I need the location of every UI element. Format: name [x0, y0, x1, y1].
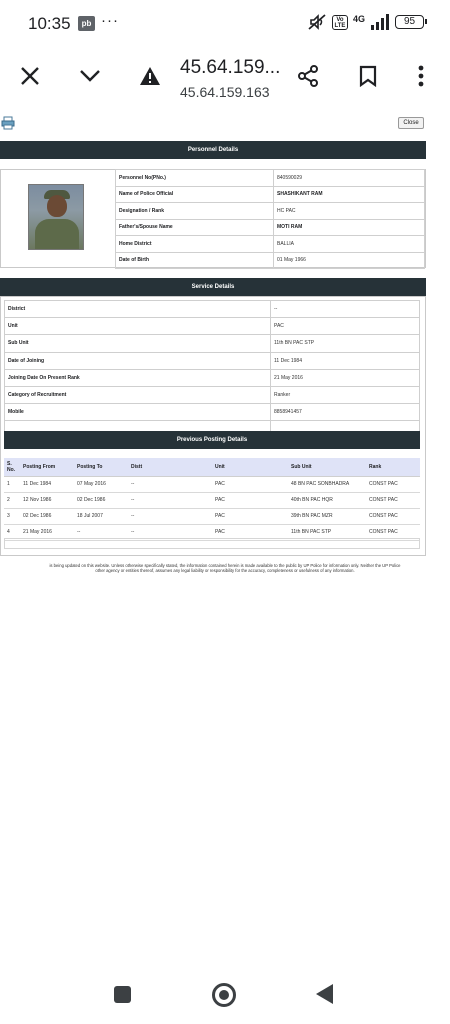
- status-bar: [0, 0, 450, 46]
- table-row: Sub Unit 11th BN PAC STP: [5, 335, 420, 352]
- service-details-header: Service Details: [0, 278, 426, 296]
- table-row: Personnel No(PNo.) 840590029: [116, 170, 425, 187]
- table-row: Name of Police Official SHASHIKANT RAM: [116, 186, 425, 203]
- volte-icon: Vo LTE: [332, 15, 348, 30]
- close-icon: [20, 66, 40, 86]
- posting-table: [4, 458, 420, 541]
- disclaimer-line-1: is being updated on this website. Unless otherwise specifically stated, the information contained herein is made available to the public by UP Police for information only. Neither the UP Police: [49, 563, 401, 568]
- close-tab-button[interactable]: [12, 58, 48, 94]
- network-type: 4G: [352, 14, 365, 24]
- table-row: Date of Birth 01 May 1966: [116, 252, 425, 269]
- personnel-details-header: Personnel Details: [0, 141, 426, 159]
- disclaimer: [0, 563, 450, 574]
- navigation-bar: [0, 960, 450, 1024]
- bookmark-icon: [359, 65, 377, 87]
- back-button[interactable]: [316, 984, 333, 1004]
- more-vert-icon: [418, 65, 424, 87]
- service-table: [4, 300, 420, 439]
- more-notifications-indicator: ···: [101, 12, 119, 29]
- table-row: Unit PAC: [5, 318, 420, 335]
- table-row: Mobile 8858941457: [5, 404, 420, 421]
- table-row: 2 12 Nov 1986 02 Dec 1986 -- PAC 40th BN PAC HQR CONST PAC: [4, 492, 420, 508]
- web-content: [0, 112, 450, 592]
- close-button[interactable]: Close: [398, 117, 424, 129]
- table-row: 1 11 Dec 1984 07 May 2016 -- PAC 48 BN PAC SONBHADRA CONST PAC: [4, 476, 420, 492]
- url-host[interactable]: 45.64.159.163: [180, 84, 270, 100]
- share-icon: [296, 64, 320, 88]
- recents-button[interactable]: [114, 986, 131, 1003]
- chevron-down-icon: [79, 69, 101, 83]
- minimize-button[interactable]: [72, 58, 108, 94]
- previous-posting-header: Previous Posting Details: [4, 431, 420, 449]
- table-row: Designation / Rank HC PAC: [116, 203, 425, 220]
- more-menu-button[interactable]: [403, 58, 439, 94]
- print-icon[interactable]: [1, 116, 15, 130]
- home-button[interactable]: [212, 983, 236, 1007]
- share-button[interactable]: [290, 58, 326, 94]
- warning-icon: [139, 66, 161, 86]
- site-security-button[interactable]: [132, 58, 168, 94]
- bookmark-button[interactable]: [350, 58, 386, 94]
- personnel-table: [115, 169, 425, 269]
- official-photo: [28, 184, 84, 250]
- posting-table-footer: [4, 538, 420, 549]
- table-header-row: S. No. Posting From Posting To Distt Unit Sub Unit Rank: [4, 458, 420, 476]
- browser-toolbar: [0, 46, 450, 110]
- table-row: Category of Recruitment Ranker: [5, 386, 420, 403]
- table-row: Home District BALLIA: [116, 236, 425, 253]
- table-row: District --: [5, 301, 420, 318]
- mute-icon: [307, 13, 327, 31]
- signal-icon: [370, 14, 390, 30]
- table-row: Joining Date On Present Rank 21 May 2016: [5, 369, 420, 386]
- table-row: 4 21 May 2016 -- -- PAC 11th BN PAC STP CONST PAC: [4, 524, 420, 540]
- table-row: 3 02 Dec 1986 18 Jul 2007 -- PAC 39th BN PAC MZR CONST PAC: [4, 508, 420, 524]
- page-title[interactable]: 45.64.159...: [180, 57, 281, 78]
- disclaimer-line-2: other agency or entities thereof, assumes any legal liability or responsibility for the accuracy, completeness or usefulness of any information.: [95, 568, 355, 574]
- table-row: Date of Joining 11 Dec 1984: [5, 352, 420, 369]
- table-row: Father's/Spouse Name MOTI RAM: [116, 219, 425, 236]
- status-time: 10:35: [28, 14, 71, 33]
- status-icons: [307, 13, 424, 31]
- battery-icon: 95: [395, 15, 424, 29]
- app-notification-icon: pb: [78, 16, 95, 31]
